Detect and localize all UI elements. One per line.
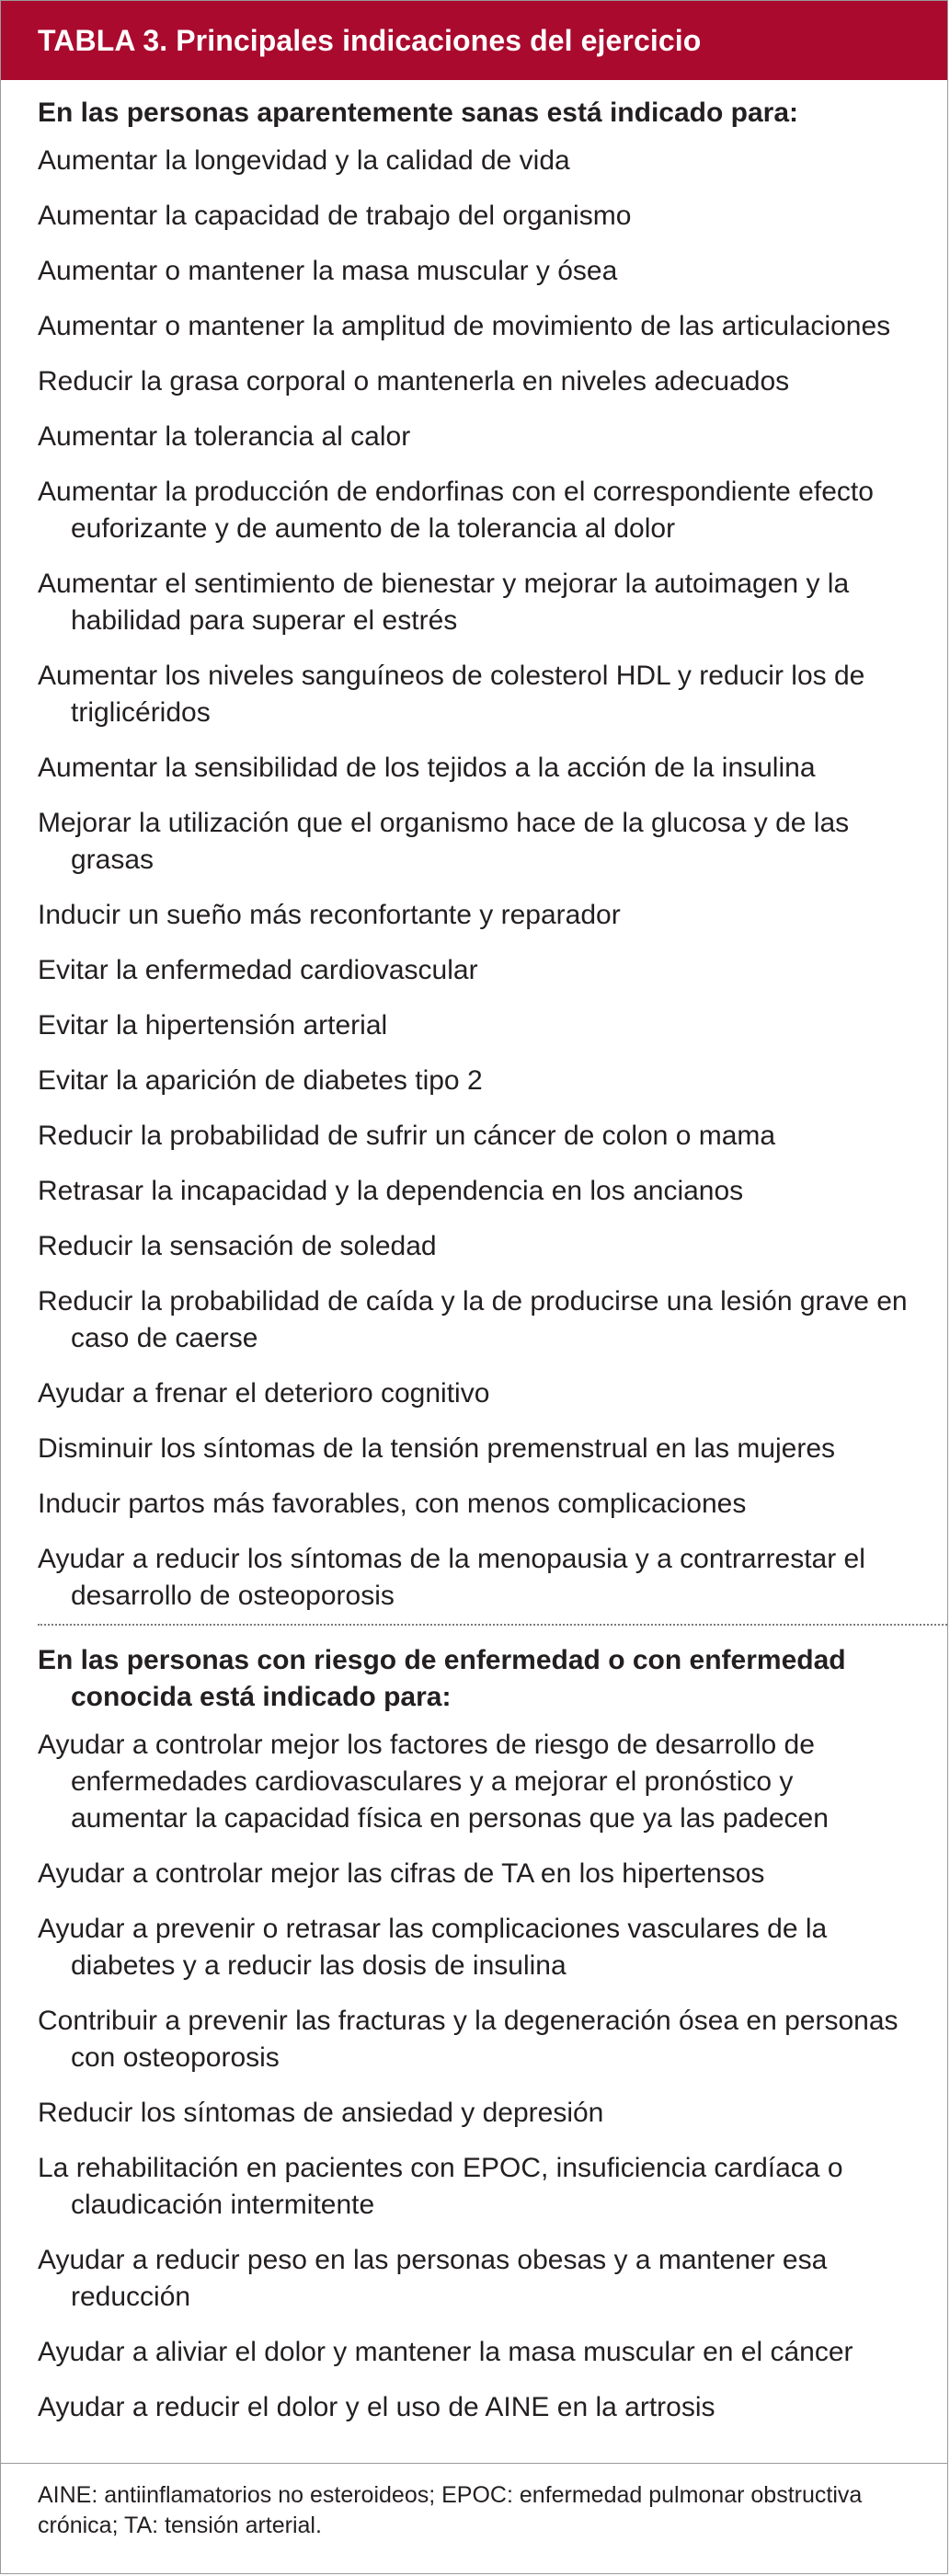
list-item: Reducir la probabilidad de sufrir un cáncer de colon o mama <box>38 1121 776 1151</box>
list-item: Ayudar a frenar el deterioro cognitivo <box>38 1378 490 1409</box>
list-item: Evitar la aparición de diabetes tipo 2 <box>38 1065 483 1096</box>
list-item: Inducir partos más favorables, con menos complicaciones <box>38 1489 747 1519</box>
list-item: Ayudar a reducir los síntomas de la menopausia y a contrarrestar el desarrollo de osteoporosis <box>38 1544 865 1611</box>
list-item: Ayudar a reducir peso en las personas obesas y a mantener esa reducción <box>38 2245 828 2312</box>
list-item: Reducir la sensación de soledad <box>38 1231 437 1261</box>
section-heading: En las personas aparentemente sanas está indicado para: <box>38 98 798 128</box>
list-item: Reducir la probabilidad de caída y la de producirse una lesión grave en caso de caerse <box>38 1286 908 1353</box>
list-item: Ayudar a aliviar el dolor y mantener la masa muscular en el cáncer <box>38 2337 853 2367</box>
list-item: Evitar la hipertensión arterial <box>38 1010 388 1041</box>
list-item: Retrasar la incapacidad y la dependencia en los ancianos <box>38 1176 744 1206</box>
list-item: Disminuir los síntomas de la tensión premenstrual en las mujeres <box>38 1433 836 1464</box>
list-item: Aumentar la longevidad y la calidad de vida <box>38 145 570 176</box>
list-item: Aumentar o mantener la masa muscular y ósea <box>38 256 618 286</box>
list-item: Reducir la grasa corporal o mantenerla en niveles adecuados <box>38 366 790 397</box>
list-item: Reducir los síntomas de ansiedad y depresión <box>38 2098 604 2128</box>
list-item: Aumentar la producción de endorfinas con el correspondiente efecto euforizante y de aumento de la tolerancia al dolor <box>38 477 874 544</box>
list-item: Inducir un sueño más reconfortante y reparador <box>38 900 621 930</box>
footnote-area <box>1 2463 947 2573</box>
list-item: Contribuir a prevenir las fracturas y la degeneración ósea en personas con osteoporosis <box>38 2006 898 2073</box>
list-item: Ayudar a prevenir o retrasar las complicaciones vasculares de la diabetes y a reducir las dosis de insulina <box>38 1914 828 1981</box>
list-item: Ayudar a controlar mejor los factores de riesgo de desarrollo de enfermedades cardiovasculares y a mejorar el pronóstico y aumentar la capacidad física en personas que ya las padecen <box>38 1730 829 1834</box>
table-body <box>1 80 947 2573</box>
list-item: Aumentar el sentimiento de bienestar y mejorar la autoimagen y la habilidad para superar el estrés <box>38 569 850 636</box>
footnote: AINE: antiinflamatorios no esteroideos; EPOC: enfermedad pulmonar obstructiva crónica; TA: tensión arterial. <box>38 2482 863 2538</box>
list-item: Aumentar la sensibilidad de los tejidos a la acción de la insulina <box>38 753 816 783</box>
list-item: La rehabilitación en pacientes con EPOC, insuficiencia cardíaca o claudicación intermitente <box>38 2153 843 2220</box>
section-heading: En las personas con riesgo de enfermedad o con enfermedad conocida está indicado para: <box>38 1645 846 1712</box>
table-title: TABLA 3. Principales indicaciones del ejercicio <box>1 1 947 80</box>
list-item: Aumentar los niveles sanguíneos de colesterol HDL y reducir los de triglicéridos <box>38 661 865 728</box>
list-item: Mejorar la utilización que el organismo hace de la glucosa y de las grasas <box>38 808 850 875</box>
list-item: Aumentar o mantener la amplitud de movimiento de las articulaciones <box>38 311 891 341</box>
list-item: Aumentar la tolerancia al calor <box>38 421 411 452</box>
list-item: Ayudar a controlar mejor las cifras de TA en los hipertensos <box>38 1858 765 1889</box>
list-item: Aumentar la capacidad de trabajo del organismo <box>38 201 632 231</box>
section-at-risk <box>38 1626 910 2426</box>
section-healthy <box>38 80 910 1615</box>
list-item: Ayudar a reducir el dolor y el uso de AINE en la artrosis <box>38 2392 715 2422</box>
list-item: Evitar la enfermedad cardiovascular <box>38 955 478 985</box>
